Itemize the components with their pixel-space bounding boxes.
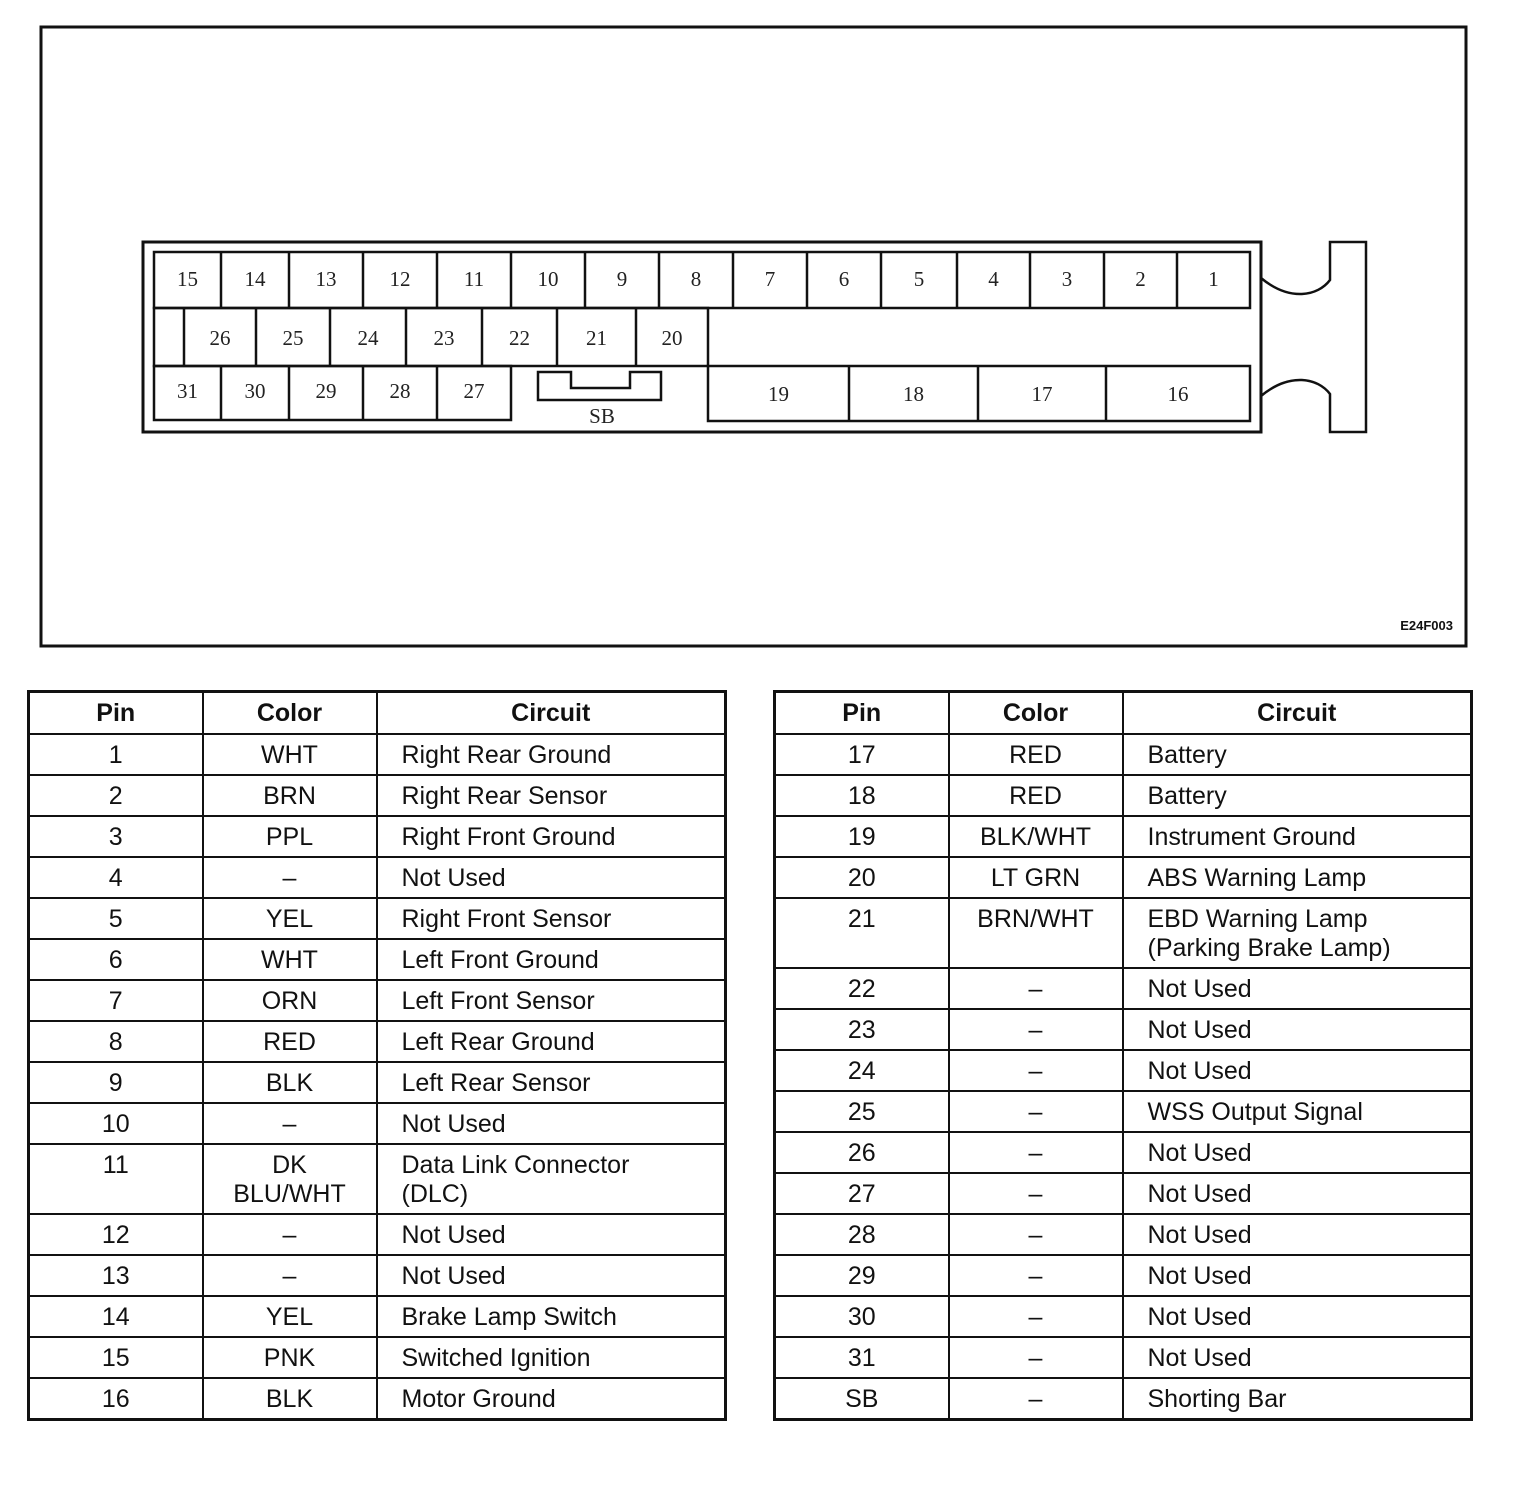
table-row <box>29 1144 726 1214</box>
table-row <box>775 1296 1472 1337</box>
color-cell: – <box>949 1337 1123 1378</box>
pin-label-25: 25 <box>282 326 304 350</box>
color-cell: PNK <box>203 1337 377 1378</box>
color-cell: BLK/WHT <box>949 816 1123 857</box>
pin-cell: 19 <box>775 816 949 857</box>
pin-label-14: 14 <box>244 267 266 291</box>
table-header-row <box>775 692 1472 735</box>
pin-labels <box>177 267 1219 406</box>
pin-cell: 16 <box>29 1378 203 1420</box>
pin-cell: 7 <box>29 980 203 1021</box>
color-cell: – <box>949 1378 1123 1420</box>
pin-label-12: 12 <box>389 267 411 291</box>
color-cell: YEL <box>203 898 377 939</box>
header-pin: Pin <box>775 692 949 735</box>
header-circuit: Circuit <box>1123 692 1472 735</box>
color-cell: – <box>949 1255 1123 1296</box>
color-cell: BRN/WHT <box>949 898 1123 968</box>
pin-label-21: 21 <box>586 326 607 350</box>
pin-cell: 26 <box>775 1132 949 1173</box>
table-row <box>29 775 726 816</box>
table-row <box>775 1009 1472 1050</box>
color-cell: – <box>949 1091 1123 1132</box>
table-row <box>775 857 1472 898</box>
pin-label-29: 29 <box>315 379 337 403</box>
circuit-cell: Right Rear Sensor <box>377 775 726 816</box>
table-header-row <box>29 692 726 735</box>
color-cell: LT GRN <box>949 857 1123 898</box>
connector-figure <box>0 0 1536 660</box>
pin-cell: 5 <box>29 898 203 939</box>
pin-label-17: 17 <box>1031 382 1053 406</box>
table-row <box>29 1214 726 1255</box>
pin-label-8: 8 <box>690 267 702 291</box>
pin-label-30: 30 <box>244 379 266 403</box>
color-cell: RED <box>949 734 1123 775</box>
pin-label-13: 13 <box>315 267 337 291</box>
table-row <box>775 1091 1472 1132</box>
circuit-cell: WSS Output Signal <box>1123 1091 1472 1132</box>
pin-cell: 15 <box>29 1337 203 1378</box>
color-cell: – <box>949 1132 1123 1173</box>
table-row <box>29 1062 726 1103</box>
circuit-cell: Not Used <box>377 1255 726 1296</box>
table-row <box>775 1050 1472 1091</box>
color-cell: – <box>203 1103 377 1144</box>
pin-label-22: 22 <box>509 326 530 350</box>
pin-cell: 18 <box>775 775 949 816</box>
pin-cell: 24 <box>775 1050 949 1091</box>
table-row <box>775 898 1472 968</box>
color-cell: BLK <box>203 1378 377 1420</box>
header-color: Color <box>203 692 377 735</box>
pin-label-5: 5 <box>913 267 925 291</box>
pin-table-right <box>773 690 1473 1421</box>
pin-cell: 1 <box>29 734 203 775</box>
table-row <box>29 898 726 939</box>
circuit-cell: Right Front Sensor <box>377 898 726 939</box>
pin-cell: 31 <box>775 1337 949 1378</box>
circuit-cell: Battery <box>1123 734 1472 775</box>
pin-label-1: 1 <box>1208 267 1219 291</box>
color-cell: – <box>203 1255 377 1296</box>
color-cell: – <box>949 1296 1123 1337</box>
circuit-cell: Not Used <box>1123 1214 1472 1255</box>
table-row <box>775 775 1472 816</box>
table-row <box>775 1132 1472 1173</box>
color-cell: – <box>203 1214 377 1255</box>
circuit-cell: Battery <box>1123 775 1472 816</box>
circuit-cell: Left Rear Sensor <box>377 1062 726 1103</box>
table-row <box>775 1337 1472 1378</box>
color-cell: RED <box>203 1021 377 1062</box>
table-row <box>775 1378 1472 1420</box>
table-row <box>29 1296 726 1337</box>
pin-label-9: 9 <box>616 267 628 291</box>
color-cell: BRN <box>203 775 377 816</box>
circuit-cell: Not Used <box>377 857 726 898</box>
shorting-bar-shape <box>538 372 661 400</box>
table-row <box>29 1255 726 1296</box>
pin-label-7: 7 <box>764 267 776 291</box>
circuit-cell: Not Used <box>377 1214 726 1255</box>
pin-cell: 10 <box>29 1103 203 1144</box>
color-cell: ORN <box>203 980 377 1021</box>
table-row <box>775 816 1472 857</box>
row2-outline <box>154 308 708 366</box>
circuit-cell: Instrument Ground <box>1123 816 1472 857</box>
circuit-cell: Shorting Bar <box>1123 1378 1472 1420</box>
header-circuit: Circuit <box>377 692 726 735</box>
circuit-cell: Motor Ground <box>377 1378 726 1420</box>
color-cell: – <box>949 1050 1123 1091</box>
circuit-cell: Left Front Sensor <box>377 980 726 1021</box>
shorting-bar-label: SB <box>589 404 615 428</box>
pin-label-10: 10 <box>537 267 559 291</box>
pin-cell: 22 <box>775 968 949 1009</box>
color-cell: – <box>949 1009 1123 1050</box>
pin-cell: 20 <box>775 857 949 898</box>
color-cell: PPL <box>203 816 377 857</box>
pin-label-31: 31 <box>177 379 198 403</box>
table-row <box>775 1173 1472 1214</box>
pin-cell: 6 <box>29 939 203 980</box>
pin-cell: 14 <box>29 1296 203 1337</box>
color-cell: – <box>949 1173 1123 1214</box>
circuit-cell: Not Used <box>1123 1050 1472 1091</box>
table-row <box>29 1378 726 1420</box>
header-color: Color <box>949 692 1123 735</box>
pin-label-23: 23 <box>433 326 455 350</box>
color-cell: – <box>949 968 1123 1009</box>
circuit-cell: Left Front Ground <box>377 939 726 980</box>
pin-label-18: 18 <box>903 382 924 406</box>
circuit-cell: Data Link Connector (DLC) <box>377 1144 726 1214</box>
circuit-cell: Not Used <box>1123 1255 1472 1296</box>
table-row <box>29 816 726 857</box>
pin-cell: 8 <box>29 1021 203 1062</box>
table-row <box>775 734 1472 775</box>
pin-cell: 12 <box>29 1214 203 1255</box>
color-cell: – <box>203 857 377 898</box>
pin-cell: 2 <box>29 775 203 816</box>
circuit-cell: Not Used <box>1123 1009 1472 1050</box>
circuit-cell: EBD Warning Lamp (Parking Brake Lamp) <box>1123 898 1472 968</box>
color-cell: BLK <box>203 1062 377 1103</box>
circuit-cell: Brake Lamp Switch <box>377 1296 726 1337</box>
table-row <box>29 857 726 898</box>
pin-cell: 21 <box>775 898 949 968</box>
circuit-cell: Switched Ignition <box>377 1337 726 1378</box>
pin-table-left <box>27 690 727 1421</box>
circuit-cell: Not Used <box>1123 1132 1472 1173</box>
pin-label-24: 24 <box>357 326 379 350</box>
circuit-cell: Right Rear Ground <box>377 734 726 775</box>
pin-label-26: 26 <box>209 326 231 350</box>
pin-cell: 9 <box>29 1062 203 1103</box>
pin-label-4: 4 <box>988 267 999 291</box>
pin-label-3: 3 <box>1061 267 1073 291</box>
color-cell: WHT <box>203 734 377 775</box>
pin-label-15: 15 <box>177 267 198 291</box>
color-cell: RED <box>949 775 1123 816</box>
connector-housing <box>143 242 1261 432</box>
color-cell: – <box>949 1214 1123 1255</box>
pin-cell: 3 <box>29 816 203 857</box>
table-row <box>29 1021 726 1062</box>
pin-cell: 29 <box>775 1255 949 1296</box>
color-cell: DK BLU/WHT <box>203 1144 377 1214</box>
pin-cell: 17 <box>775 734 949 775</box>
pin-cell: 11 <box>29 1144 203 1214</box>
circuit-cell: Right Front Ground <box>377 816 726 857</box>
circuit-cell: Not Used <box>1123 1337 1472 1378</box>
pin-cell: 13 <box>29 1255 203 1296</box>
circuit-cell: Not Used <box>377 1103 726 1144</box>
table-row <box>29 1337 726 1378</box>
pin-cell: 23 <box>775 1009 949 1050</box>
circuit-cell: ABS Warning Lamp <box>1123 857 1472 898</box>
color-cell: YEL <box>203 1296 377 1337</box>
table-row <box>775 1255 1472 1296</box>
pin-label-28: 28 <box>389 379 411 403</box>
pin-cell: 4 <box>29 857 203 898</box>
table-row <box>775 1214 1472 1255</box>
circuit-cell: Not Used <box>1123 1173 1472 1214</box>
circuit-cell: Left Rear Ground <box>377 1021 726 1062</box>
table-row <box>29 734 726 775</box>
table-row <box>29 980 726 1021</box>
table-row <box>29 1103 726 1144</box>
figure-code: E24F003 <box>1400 618 1453 633</box>
header-pin: Pin <box>29 692 203 735</box>
pin-cell: 28 <box>775 1214 949 1255</box>
pin-cell: 27 <box>775 1173 949 1214</box>
pin-label-27: 27 <box>463 379 485 403</box>
connector-latch <box>1261 242 1366 432</box>
pin-label-6: 6 <box>838 267 850 291</box>
circuit-cell: Not Used <box>1123 968 1472 1009</box>
pin-cell: 25 <box>775 1091 949 1132</box>
pin-label-20: 20 <box>661 326 683 350</box>
pin-cell: SB <box>775 1378 949 1420</box>
color-cell: WHT <box>203 939 377 980</box>
table-row <box>29 939 726 980</box>
pin-label-11: 11 <box>463 267 485 291</box>
pin-label-2: 2 <box>1135 267 1146 291</box>
pin-label-16: 16 <box>1167 382 1189 406</box>
table-row <box>775 968 1472 1009</box>
pin-label-19: 19 <box>768 382 789 406</box>
circuit-cell: Not Used <box>1123 1296 1472 1337</box>
pin-cell: 30 <box>775 1296 949 1337</box>
